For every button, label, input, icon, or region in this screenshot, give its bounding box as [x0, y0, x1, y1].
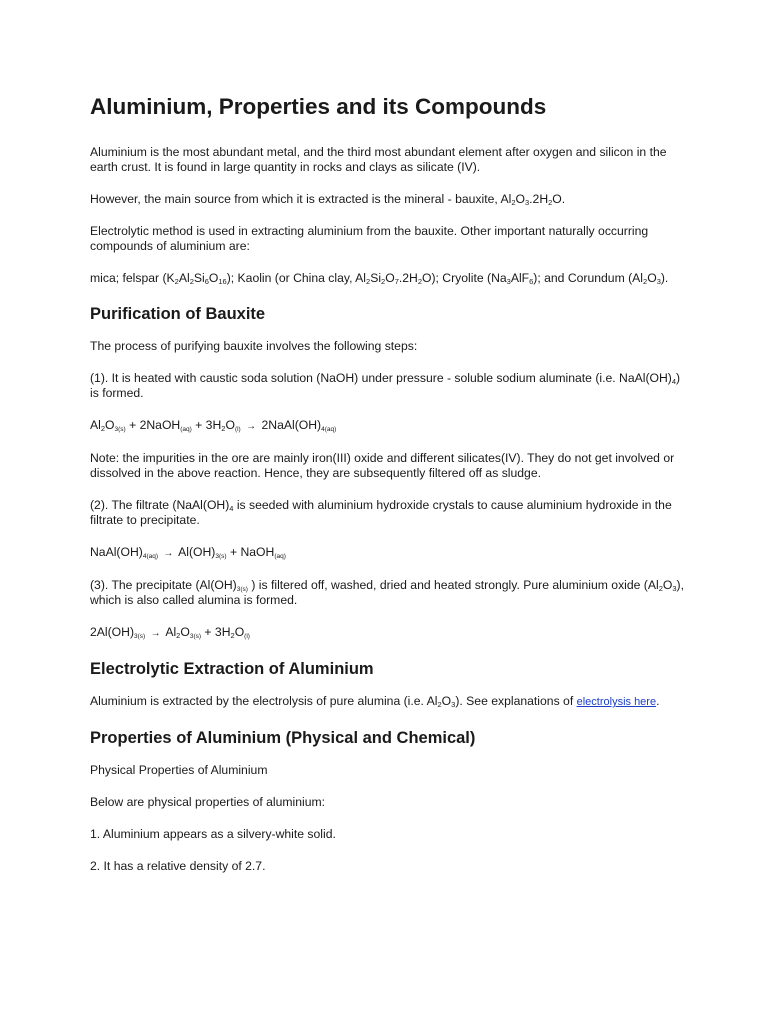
equation-2: $NaAl(OH)_{4(aq)} \to Al(OH)_{3(s)}$ + NaOH$_{(aq)}$: [90, 545, 286, 560]
intro-paragraph-3: Electrolytic method is used in extracting aluminium from the bauxite. Other important naturally occurring compounds of aluminium are:: [90, 224, 649, 253]
purification-step-3: (3). The precipitate ($Al(OH)_{3(s)}$ ) is filtered off, washed, dried and heated strongly. Pure aluminium oxide $(Al_2O_3)$, which is also called alumina is formed.: [90, 578, 684, 607]
intro-paragraph-2: However, the main source from which it is extracted is the mineral - bauxite, $Al_2O_3.2H_2O$.: [90, 192, 566, 207]
physical-properties-lead: Below are physical properties of aluminium:: [90, 795, 326, 809]
compounds-list: mica; felspar $(K_2Al_2Si_6O_{16})$; Kaolin (or China clay, $Al_2Si_2O_7.2H_2O$); Cryolite $(Na_3AlF_6)$; and Corundum $(Al_2O_3)$.: [90, 271, 669, 286]
extraction-text: Aluminium is extracted by the electrolysis of pure alumina (i.e. $Al_2O_3$). See explanations of electrolysis here.: [90, 694, 660, 709]
properties-heading: Properties of Aluminium (Physical and Chemical): [90, 729, 476, 747]
equation-3: $2Al(OH)_{3(s)} \to Al_2O_{3(s)} + 3H_2O_{(l)}$: [90, 625, 250, 640]
electrolysis-link[interactable]: electrolysis here: [576, 696, 657, 708]
physical-properties-subheading: Physical Properties of Aluminium: [90, 763, 268, 777]
equation-1: $Al_2O_{3(s)}$ + 2NaOH$_{(aq)}$ + $3H_2O_{(l)}$ → $2NaAl(OH)_{4(aq)}$: [90, 418, 337, 433]
property-item-2: 2. It has a relative density of 2.7.: [90, 859, 266, 873]
intro-paragraph-1: Aluminium is the most abundant metal, and the third most abundant element after oxygen and silicon in the earth crust. It is found in large quantity in rocks and clays as silicate (IV).: [90, 145, 667, 174]
purification-note: Note: the impurities in the ore are mainly iron(III) oxide and different silicates(IV). They do not get involved or dissolved in the above reaction. Hence, they are subsequently filtered off as sludge.: [90, 451, 675, 480]
page-title: Aluminium, Properties and its Compounds: [90, 94, 547, 119]
extraction-heading: Electrolytic Extraction of Aluminium: [90, 660, 374, 678]
purification-heading: Purification of Bauxite: [90, 305, 266, 323]
purification-lead: The process of purifying bauxite involves the following steps:: [90, 339, 418, 353]
property-item-1: 1. Aluminium appears as a silvery-white solid.: [90, 827, 336, 841]
purification-step-2: (2). The filtrate ($NaAl(OH)_4$ is seeded with aluminium hydroxide crystals to cause aluminium hydroxide in the filtrate to precipitate.: [90, 498, 672, 527]
purification-step-1: (1). It is heated with caustic soda solution (NaOH) under pressure - soluble sodium aluminate (i.e. $NaAl(OH)_4$) is formed.: [90, 371, 681, 400]
document-page: [90, 92, 690, 891]
